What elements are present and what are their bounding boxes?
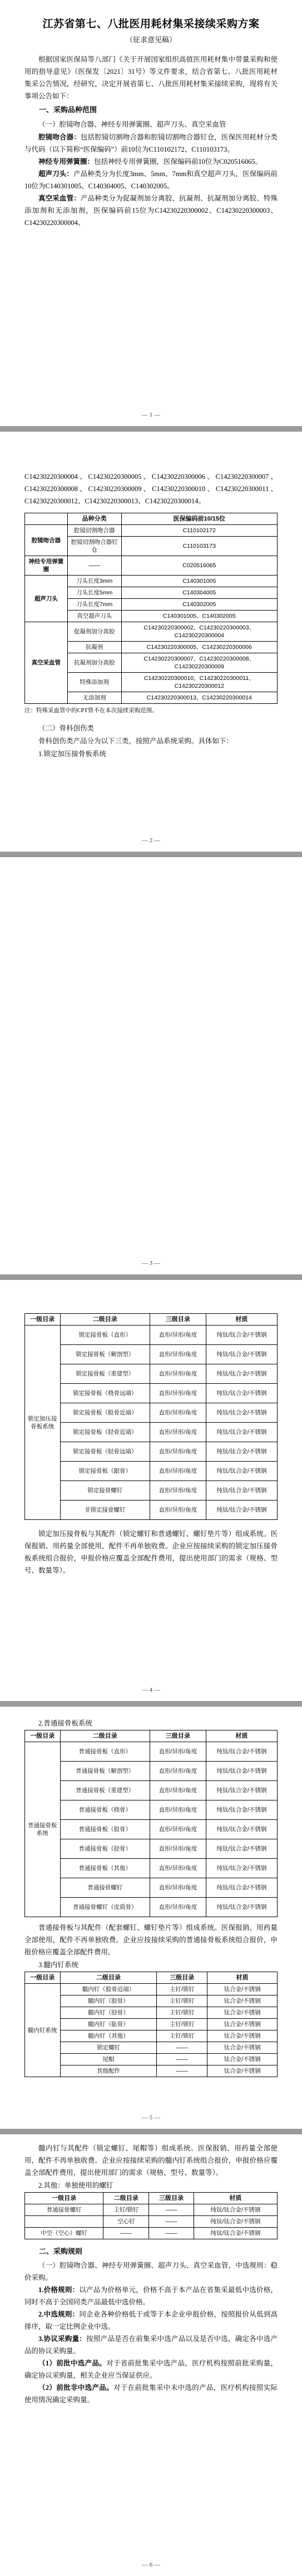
table-cell: 纯钛/钛合金/不锈钢 [206, 1325, 277, 1345]
table-cell: 钛合金/不锈钢 [207, 1995, 278, 2007]
table-cell: 主钉/锁钉 [157, 1984, 207, 1995]
page-5-paragraph: 普通接骨板与其配件（配套螺钉、螺钉垫片等）组成系统。医保报销、用药量全部使用，配件不再单独收费。企业应按接续采购的普通接骨板系统组合报价，申报价格应覆盖全部配件费用。 [24, 1924, 278, 1956]
table-cell: 纯钛/钛合金/不锈钢 [206, 1762, 277, 1781]
table-cell: 直形/异形/角度 [150, 1762, 206, 1781]
table-cell: 钛合金/不锈钢 [207, 2007, 278, 2019]
table-cell: 纯钛/钛合金/不锈钢 [206, 1859, 277, 1878]
table-cell: C140302005 [121, 599, 277, 611]
table-row [25, 1995, 278, 2007]
screw-table [24, 2192, 278, 2239]
table-header-cell: 一级目录 [25, 2193, 103, 2204]
table-cell: 促凝剂加分离胶 [67, 622, 121, 642]
page-4 [0, 1280, 302, 1701]
table-cell: C140304005 [121, 587, 277, 599]
table-cell: 主钉/锁钉 [103, 2204, 149, 2216]
table-cell: 钛合金/不锈钢 [207, 1984, 278, 1995]
table-cell: 钛合金/不锈钢 [207, 2019, 278, 2030]
table-row [25, 576, 278, 587]
table-cell: C14230220300010、C14230220300011、C14230220300012 [121, 673, 277, 692]
table-cell: 刀头长度5mm [67, 587, 121, 599]
table-cell: 纯钛/钛合金/不锈钢 [194, 2228, 277, 2239]
table-cell: 直形/异形/角度 [150, 1859, 206, 1878]
table-cell: 直形/异形/角度 [150, 1345, 206, 1364]
table-cell: 纯钛/钛合金/不锈钢 [206, 1781, 277, 1800]
page-number: — 1 — [142, 412, 160, 418]
table-header-cell: 材质 [206, 1314, 277, 1325]
table-cell: 普通接骨板（胫骨） [60, 1839, 150, 1859]
table-cell: 主钉/锁钉 [157, 2030, 207, 2042]
table-cell: 尾帽 [60, 2054, 157, 2065]
item-1-paragraph-2 [24, 156, 278, 168]
table-cell: 纯钛/钛合金/不锈钢 [206, 1742, 277, 1762]
page-number: — 2 — [142, 837, 160, 844]
item-1-paragraph-3 [24, 168, 278, 192]
table-header-cell: 一级目录 [25, 1314, 61, 1325]
table-cell: 腔镜切割吻合器 [67, 525, 121, 537]
table-row [25, 1462, 278, 1481]
sec2-text-4: 对于省前批集采中选产品，医疗机构按照前批采购量，确定协议采购量，相关企业应当保证供应。 [24, 2359, 278, 2379]
item-1-text-2: 包括神经专用弹簧圈，医保编码前10位为C020516065。 [94, 158, 263, 166]
table-row [25, 556, 278, 576]
table-cell: 真空超声刀头 [67, 611, 121, 622]
item-2-sub-1: 1.锁定加压接骨板系统 [38, 750, 106, 758]
table-cell: 刀头长度3mm [67, 576, 121, 587]
table-header-cell: 二级目录 [60, 1972, 157, 1984]
table-row [25, 1325, 278, 1345]
table-row [25, 2228, 278, 2239]
table-row [25, 1984, 278, 1995]
table-cell: 直形/异形/角度 [150, 1325, 206, 1345]
table-row [25, 525, 278, 537]
page-2-continuation: C14230220300004、C14230220300005、C14230220300006、C14230220300007、C14230220300008、C14230220300009、C14230220300010、C14230220300011、C14230220300012、C14230220300013、C14230220300014。 [24, 473, 278, 505]
table-cell: 钛合金/不锈钢 [207, 2054, 278, 2065]
table-cell: 普通接骨板（重建型） [60, 1781, 150, 1800]
table-header-cell: 材质 [194, 2193, 277, 2204]
table-cell: C110102172 [121, 525, 277, 537]
table-cell: 抗凝剂 [67, 642, 121, 653]
table-cell: 无添加剂 [67, 692, 121, 704]
table-cell: —— [149, 2228, 194, 2239]
table-cell: 直形/异形/角度 [150, 1742, 206, 1762]
table-cell: 纯钛/钛合金/不锈钢 [206, 1839, 277, 1859]
table-cell: 锁定接骨板（股骨近端） [60, 1403, 150, 1423]
table-cell: 刀头长度7mm [67, 599, 121, 611]
table-cell: 锁定接骨板（胫骨远端） [60, 1442, 150, 1462]
table-cell: 抗凝剂加分离胶 [67, 653, 121, 673]
table-cell: 直形/异形/角度 [150, 1781, 206, 1800]
table-cell: 钛合金/不锈钢 [207, 2065, 278, 2077]
table-cell: —— [157, 2065, 207, 2077]
item-2-paragraph: 骨科创伤类产品分为以下三类，按照产品系统采购。具体如下： [38, 737, 234, 745]
table-cell: 普通接骨板（解剖型） [60, 1762, 150, 1781]
table-cell: 普通接骨板（桡骨） [60, 1800, 150, 1820]
sec2-paragraph-3 [24, 2333, 278, 2357]
table-header-cell: 三级目录 [150, 1314, 206, 1325]
table-row [25, 2007, 278, 2019]
table-cell: 纯钛/钛合金/不锈钢 [206, 1345, 277, 1364]
table-row [25, 2054, 278, 2065]
sec2-label-2: 2.中选规则： [38, 2310, 80, 2318]
table-cell: 髓内钉（股骨） [60, 1995, 157, 2007]
table-header-cell: 一级目录 [25, 1730, 61, 1742]
table-cell: C140301005、C140302005 [121, 611, 277, 622]
table-row [25, 1762, 278, 1781]
table-row [25, 622, 278, 642]
intro-paragraph: 根据国家医保局等八部门《关于开展国家组织高值医用耗材集中带量采购和使用的指导意见》（医保发〔2021〕31号）等文件要求，结合省第七、八批医用耗材集采公告情况，经研究，决定开展省第七、八批医用耗材集采接续采购，现将有关事项公告如下： [24, 56, 278, 100]
table-cell: 锁定接骨板（桡骨远端） [60, 1384, 150, 1403]
table-cell: 纯钛/钛合金/不锈钢 [206, 1403, 277, 1423]
page-6-sub: 2.其他：单独使用的螺钉 [38, 2182, 113, 2189]
table-cell: 锁定接骨板（胫骨近端） [60, 1423, 150, 1442]
table-cell: 普通接骨螺钉 [60, 1878, 150, 1898]
sec2-text-5: 对于在前批集采中未中选的产品，医疗机构按照实际使用情况确定采购量。 [24, 2384, 278, 2404]
table-cell: 纯钛/钛合金/不锈钢 [194, 2216, 277, 2228]
table-cell: 髓内钉（胫骨） [60, 2007, 157, 2019]
table-cell: 直形/异形/角度 [150, 1442, 206, 1462]
table-row [25, 1878, 278, 1898]
table-cell: —— [157, 2054, 207, 2065]
page-6-paragraph: 髓内钉与其配件（锁定螺钉、尾帽等）组成系统。医保报销、用药量全部使用，配件不再单独收费。企业应按接续采购的髓内钉系统组合报价，申报价格应覆盖全部配件费用，提出使用部门的需求（规格、型号、数量等）。 [24, 2144, 278, 2177]
table-row [25, 1898, 278, 1917]
table-cell: 普通接骨板（其他） [60, 1859, 150, 1878]
table-cell: 普通接骨板系统 [25, 1742, 61, 1917]
sec2-label-5: （2）前批非中选产品。 [38, 2384, 113, 2392]
intramedullary-nail-table [24, 1972, 278, 2077]
table-header-cell: 二级目录 [103, 2193, 149, 2204]
table-row [25, 1742, 278, 1762]
section-heading-2: 二、采购规则 [39, 2247, 83, 2255]
table-cell: 髓内钉系统 [25, 1984, 61, 2077]
table-cell: C14230220300013、C14230220300014 [121, 692, 277, 704]
table-cell: —— [157, 2042, 207, 2054]
page-2 [0, 432, 302, 852]
table-cell: 直形/异形/角度 [150, 1423, 206, 1442]
item-1-paragraph-4 [24, 192, 278, 229]
item-2-sub-2: 2.普通接骨板系统 [38, 1719, 92, 1727]
table-cell: 直形/异形/角度 [150, 1364, 206, 1384]
table-cell: 真空采血管 [25, 622, 68, 704]
product-category-table [24, 513, 278, 704]
table-header-cell: 二级目录 [60, 1730, 150, 1742]
table-cell: 直形/异形/角度 [150, 1462, 206, 1481]
table-cell: 空心钉 [103, 2216, 149, 2228]
table-cell: 直形/异形/角度 [150, 1800, 206, 1820]
table-cell: 锁定加压接骨板系统 [25, 1325, 61, 1520]
table-cell: —— [103, 2228, 149, 2239]
table-row [25, 1442, 278, 1462]
table-cell: 腔镜切割吻合器钉仓 [67, 537, 121, 556]
item-1-text-4: 产品种类分为促凝剂加分离胶、抗凝剂、抗凝剂加分离胶、特殊添加剂和无添加剂，医保编码前15位为C14230220300002、C14230220300003、C14230220300004、 [24, 194, 278, 227]
table-cell: 腔镜吻合器 [25, 525, 68, 556]
table-cell: 锁定接骨板（跟骨） [60, 1462, 150, 1481]
sec2-paragraph-5 [24, 2382, 278, 2406]
sec2-text-1: 以产品为价格单元，价格不高于本产品在省集采最低中选价格，同时不高于全国同类产品最低中选价格。 [24, 2286, 278, 2306]
table-cell: 主钉/锁钉 [157, 1995, 207, 2007]
table-cell: 锁定接骨板（解剖型） [60, 1345, 150, 1364]
table-note: 注：特殊采血管中的CPT管不在本次接续采购范围。 [24, 708, 158, 714]
table-cell: 纯钛/钛合金/不锈钢 [206, 1364, 277, 1384]
table-cell: 非锁定接骨螺钉 [60, 1500, 150, 1520]
table-cell: 直形/异形/角度 [150, 1384, 206, 1403]
table-cell: C140301005 [121, 576, 277, 587]
table-cell: C14230220300002、C14230220300003、C14230220300004 [121, 622, 277, 642]
table-row [25, 2065, 278, 2077]
table-cell: 纯钛/钛合金/不锈钢 [206, 1384, 277, 1403]
table-cell: 直形/异形/角度 [150, 1839, 206, 1859]
table-cell: C110103173 [121, 537, 277, 556]
table-cell: 钛合金/不锈钢 [207, 2042, 278, 2054]
table-header-cell: 三级目录 [150, 1730, 206, 1742]
table-cell: 纯钛/钛合金/不锈钢 [206, 1423, 277, 1442]
page-3 [0, 857, 302, 1274]
table-row [25, 1859, 278, 1878]
table-cell: 纯钛/钛合金/不锈钢 [206, 1800, 277, 1820]
table-row [25, 1781, 278, 1800]
table-cell: 锁定螺钉 [60, 2042, 157, 2054]
table-cell: C020516065 [121, 556, 277, 576]
page-number: — 6 — [142, 2562, 160, 2568]
table-row [25, 1820, 278, 1839]
table-row [25, 1481, 278, 1500]
sec2-paragraph-1 [24, 2284, 278, 2308]
table-header-cell [25, 513, 68, 525]
table-cell: 中空（空心）螺钉 [25, 2228, 103, 2239]
sec2-label-1: 1.价格规则： [38, 2286, 80, 2294]
table-cell: 普通接骨螺钉（皮质骨） [60, 1898, 150, 1917]
item-1-label-2: 神经专用弹簧圈： [38, 158, 95, 166]
table-cell: 纯钛/钛合金/不锈钢 [206, 1898, 277, 1917]
page-4-paragraph: 锁定加压接骨板与其配件（锁定螺钉和普通螺钉、螺钉垫片等）组成系统。医保报销、用药量全部使用，配件不再单独收费。企业应按接续采购的锁定加压接骨板系统组合报价，申报价格应覆盖全部配件费用，提出使用部门的需求（规格、型号、数量等）。 [24, 1530, 278, 1574]
sec2-label-3: 3.协议采购量： [38, 2335, 87, 2343]
table-cell: 髓内钉（其他） [60, 2030, 157, 2042]
table-header-cell: 三级目录 [149, 2193, 194, 2204]
table-cell: 其他配件 [60, 2065, 157, 2077]
table-cell: 直形/异形/角度 [150, 1878, 206, 1898]
page-6 [0, 2134, 302, 2576]
doc-subtitle: （征求意见稿） [125, 36, 176, 44]
table-cell: 普通接骨板（股骨） [60, 1820, 150, 1839]
table-header-cell: 一级目录 [25, 1972, 61, 1984]
table-cell: 直形/异形/角度 [150, 1403, 206, 1423]
table-row [25, 2042, 278, 2054]
table-row [25, 2019, 278, 2030]
page-5 [0, 1707, 302, 2129]
table-cell: —— [149, 2204, 194, 2216]
table-cell: 锁定接骨板（重建型） [60, 1364, 150, 1384]
table-header-cell: 材质 [206, 1730, 277, 1742]
table-header-cell: 三级目录 [157, 1972, 207, 1984]
table-row [25, 1800, 278, 1820]
table-cell: 神经专用弹簧圈 [25, 556, 68, 576]
item-1-label-1: 腔镜吻合器： [38, 133, 81, 141]
table-cell: 直形/异形/角度 [150, 1481, 206, 1500]
item-1-text-3: 产品种类分为长度3mm、5mm、7mm和真空超声刀头，医保编码前10位为C140301005、C140304005、C140302005。 [24, 170, 278, 190]
table-cell: 锁定接骨螺钉 [60, 1481, 150, 1500]
item-1-label-4: 真空采血管： [38, 194, 81, 202]
table-header-cell: 品种分类 [67, 513, 121, 525]
table-row [25, 1345, 278, 1364]
table-cell: 髓内钉（股骨近端） [60, 1984, 157, 1995]
table-row [25, 2216, 278, 2228]
table-cell: 纯钛/钛合金/不锈钢 [206, 1500, 277, 1520]
table-cell: 特殊添加剂 [67, 673, 121, 692]
table-header-cell: 医保编码前10/15位 [121, 513, 277, 525]
page-number: — 3 — [142, 1260, 160, 1267]
ordinary-plate-table [24, 1730, 278, 1917]
table-row [25, 1384, 278, 1403]
table-header-cell: 材质 [207, 1972, 278, 1984]
table-cell: 普通接骨螺钉 [25, 2204, 103, 2216]
page-number: — 5 — [142, 2114, 160, 2121]
sec2-paragraph-a: （一）腔镜吻合器、神经专用弹簧圈、超声刀头、真空采血管，中选规则：稳价采购。 [24, 2262, 278, 2282]
table-cell: 纯钛/钛合金/不锈钢 [206, 1442, 277, 1462]
item-1-paragraph-1 [24, 131, 278, 156]
sec2-label-4: （1）前批中选产品。 [38, 2359, 107, 2367]
item-2-sub-3: 3.髓内钉系统 [38, 1961, 78, 1969]
table-cell: 普通接骨板（直形） [60, 1742, 150, 1762]
table-header-cell: 二级目录 [60, 1314, 150, 1325]
table-row [25, 1839, 278, 1859]
table-cell: 锁定接骨板（直形） [60, 1325, 150, 1345]
page-1 [0, 0, 302, 426]
table-cell: 直形/异形/角度 [150, 1898, 206, 1917]
sec2-text-3: 按照产品是否在前集采中选产品以及是否中选，确定各中选产品的协议采购量。 [24, 2335, 278, 2355]
table-cell: 纯钛/钛合金/不锈钢 [206, 1878, 277, 1898]
section-heading-1: 一、采购品种范围 [39, 106, 97, 114]
doc-title: 江苏省第七、八批医用耗材集采接续采购方案 [42, 18, 260, 30]
table-cell: —— [149, 2216, 194, 2228]
table-cell: 直形/异形/角度 [150, 1820, 206, 1839]
sec2-text-2: 同企业各种价格低于或等于本企业申报价格，按照报价从低到高排序，取一定比例企业中选。 [24, 2310, 278, 2330]
table-row [25, 2204, 278, 2216]
table-cell: 超声刀头 [25, 576, 68, 622]
table-cell: —— [67, 556, 121, 576]
table-cell: 主钉/锁钉 [157, 2007, 207, 2019]
table-cell: 髓内钉（肱骨） [60, 2019, 157, 2030]
sec2-paragraph-2 [24, 2308, 278, 2333]
item-1-heading: （一）腔镜吻合器、神经专用弹簧圈、超声刀头、真空采血管 [38, 121, 226, 128]
table-cell: 纯钛/钛合金/不锈钢 [206, 1481, 277, 1500]
table-cell: C14230220300007、C14230220300008、C14230220300009 [121, 653, 277, 673]
table-cell: 直形/异形/角度 [150, 1500, 206, 1520]
page-number: — 4 — [142, 1687, 160, 1693]
item-1-text-1: 包括腔镜切割吻合器和腔镜切割吻合器钉仓，医保医用耗材分类与代码（以下简称“医保编码”）前10位为C110102172、C110103173。 [24, 133, 278, 153]
table-cell: 纯钛/钛合金/不锈钢 [206, 1820, 277, 1839]
item-1-label-3: 超声刀头： [38, 170, 73, 178]
table-row [25, 2030, 278, 2042]
table-row [25, 1423, 278, 1442]
locking-plate-table [24, 1313, 278, 1520]
table-cell: 纯钛/钛合金/不锈钢 [206, 1462, 277, 1481]
table-cell: 主钉/锁钉 [157, 2019, 207, 2030]
table-row [25, 1403, 278, 1423]
table-cell [25, 2216, 103, 2228]
table-row [25, 1364, 278, 1384]
sec2-paragraph-4 [24, 2357, 278, 2382]
item-2-heading: （二）骨科创伤类 [38, 724, 95, 732]
table-row [25, 1500, 278, 1520]
table-cell: 纯钛/钛合金/不锈钢 [194, 2204, 277, 2216]
table-cell: 钛合金/不锈钢 [207, 2030, 278, 2042]
table-cell: C14230220300005、C14230220300006 [121, 642, 277, 653]
